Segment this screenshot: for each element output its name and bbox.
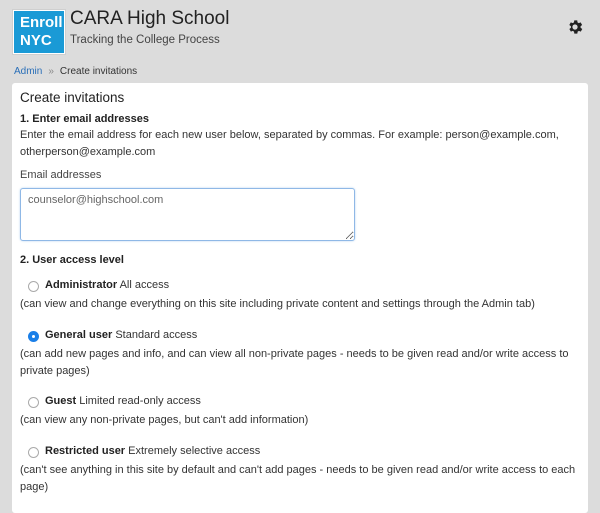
option-level: Extremely selective access: [128, 445, 261, 457]
option-level: Standard access: [115, 329, 198, 341]
radio-administrator[interactable]: [28, 281, 39, 292]
radio-restricted-user[interactable]: [28, 447, 39, 458]
enroll-nyc-logo[interactable]: [13, 10, 65, 54]
breadcrumb-admin-link[interactable]: Admin: [14, 66, 43, 77]
email-addresses-input[interactable]: [20, 188, 355, 241]
logo-line-1: Enroll: [20, 14, 63, 31]
breadcrumb-current: Create invitations: [59, 66, 138, 77]
site-title: CARA High School: [70, 8, 230, 29]
site-header: [0, 0, 600, 60]
option-name: General user: [45, 329, 113, 341]
option-level: Limited read-only access: [79, 395, 201, 407]
option-description: (can't see anything in this site by default and can't add pages - needs to be given read and/or write access to each page): [20, 464, 576, 493]
step1-instructions-line2: otherperson@example.com: [20, 146, 156, 158]
step1-instructions-line1: Enter the email address for each new user below, separated by commas. For example: person@example.com,: [20, 129, 559, 141]
option-description: (can view any non-private pages, but can't add information): [20, 414, 309, 426]
option-name: Restricted user: [45, 445, 126, 457]
option-name: Guest: [45, 395, 77, 407]
radio-general-user[interactable]: [28, 331, 39, 342]
breadcrumb: [14, 66, 137, 77]
step2-heading: 2. User access level: [20, 254, 124, 266]
option-name: Administrator: [45, 279, 118, 291]
option-description: (can add new pages and info, and can view all non-private pages - needs to be given read and/or write access to private pages): [20, 348, 569, 377]
create-invitations-panel: [12, 83, 588, 513]
email-field-label: Email addresses: [20, 169, 102, 181]
option-level: All access: [119, 279, 170, 291]
radio-guest[interactable]: [28, 397, 39, 408]
logo-line-2: NYC: [20, 32, 52, 49]
step1-heading: 1. Enter email addresses: [20, 113, 150, 125]
breadcrumb-separator: »: [48, 66, 54, 77]
gear-icon[interactable]: [566, 18, 584, 36]
site-subtitle: Tracking the College Process: [70, 34, 220, 46]
option-description: (can view and change everything on this site including private content and settings through the Admin tab): [20, 298, 535, 310]
page-title: Create invitations: [20, 90, 125, 105]
